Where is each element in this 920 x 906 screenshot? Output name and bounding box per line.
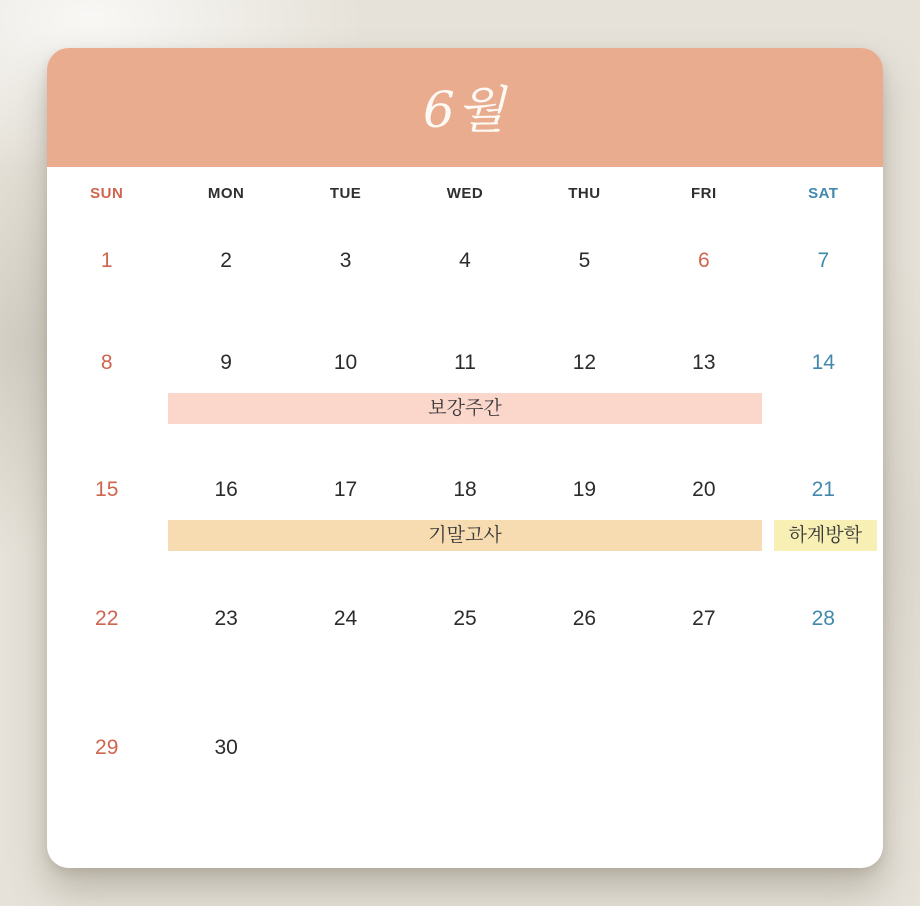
weekday-header-wed: WED <box>446 185 484 202</box>
calendar-header-band <box>47 48 883 167</box>
event-bar-row <box>47 520 883 551</box>
date-4[interactable]: 4 <box>459 249 471 272</box>
date-7[interactable]: 7 <box>817 249 830 272</box>
calendar-grid <box>47 213 883 868</box>
event-bar-하계방학[interactable]: 하계방학 <box>774 520 877 551</box>
event-bar-보강주간[interactable]: 보강주간 <box>168 393 761 424</box>
date-16[interactable]: 16 <box>214 478 238 501</box>
weekday-header-sat: SAT <box>808 185 839 202</box>
date-3[interactable]: 3 <box>339 249 352 272</box>
date-26[interactable]: 26 <box>572 607 597 630</box>
date-empty <box>764 735 883 761</box>
date-13[interactable]: 13 <box>692 351 716 374</box>
event-bar-row <box>47 393 883 424</box>
week-row-3 <box>47 442 883 571</box>
weekday-header-sun: SUN <box>90 185 124 202</box>
date-empty <box>405 735 524 761</box>
date-empty <box>644 735 763 761</box>
date-row <box>47 571 883 632</box>
week-row-1 <box>47 213 883 315</box>
weekday-header-fri: FRI <box>691 185 717 202</box>
date-20[interactable]: 20 <box>692 478 716 501</box>
date-23[interactable]: 23 <box>214 607 238 630</box>
date-12[interactable]: 12 <box>572 351 597 374</box>
date-row <box>47 442 883 503</box>
date-28[interactable]: 28 <box>811 607 835 630</box>
date-6[interactable]: 6 <box>698 249 710 272</box>
date-18[interactable]: 18 <box>453 478 477 501</box>
date-empty <box>286 735 405 761</box>
date-10[interactable]: 10 <box>333 351 358 374</box>
week-row-4 <box>47 571 883 700</box>
date-row <box>47 700 883 761</box>
date-25[interactable]: 25 <box>453 607 477 630</box>
calendar-card <box>47 48 883 868</box>
date-22[interactable]: 22 <box>95 607 119 630</box>
date-27[interactable]: 27 <box>692 607 716 630</box>
week-row-5 <box>47 700 883 868</box>
date-11[interactable]: 11 <box>454 351 476 374</box>
date-5[interactable]: 5 <box>578 249 591 272</box>
week-row-2 <box>47 315 883 442</box>
weekday-header-tue: TUE <box>329 185 362 202</box>
date-row <box>47 315 883 376</box>
date-21[interactable]: 21 <box>811 478 835 501</box>
date-8[interactable]: 8 <box>100 351 113 374</box>
weekday-header-row <box>47 167 883 213</box>
date-19[interactable]: 19 <box>572 478 597 501</box>
month-title: 6월 <box>422 80 508 139</box>
date-14[interactable]: 14 <box>811 351 835 374</box>
date-17[interactable]: 17 <box>333 478 358 501</box>
event-bar-기말고사[interactable]: 기말고사 <box>168 520 761 551</box>
weekday-header-mon: MON <box>207 185 245 202</box>
date-1[interactable]: 1 <box>100 249 113 272</box>
date-row <box>47 213 883 274</box>
date-24[interactable]: 24 <box>333 607 358 630</box>
date-15[interactable]: 15 <box>95 478 119 501</box>
date-9[interactable]: 9 <box>220 351 232 374</box>
date-29[interactable]: 29 <box>95 736 119 759</box>
weekday-header-thu: THU <box>568 185 601 202</box>
date-2[interactable]: 2 <box>220 249 232 272</box>
date-empty <box>525 735 644 761</box>
date-30[interactable]: 30 <box>214 736 238 759</box>
